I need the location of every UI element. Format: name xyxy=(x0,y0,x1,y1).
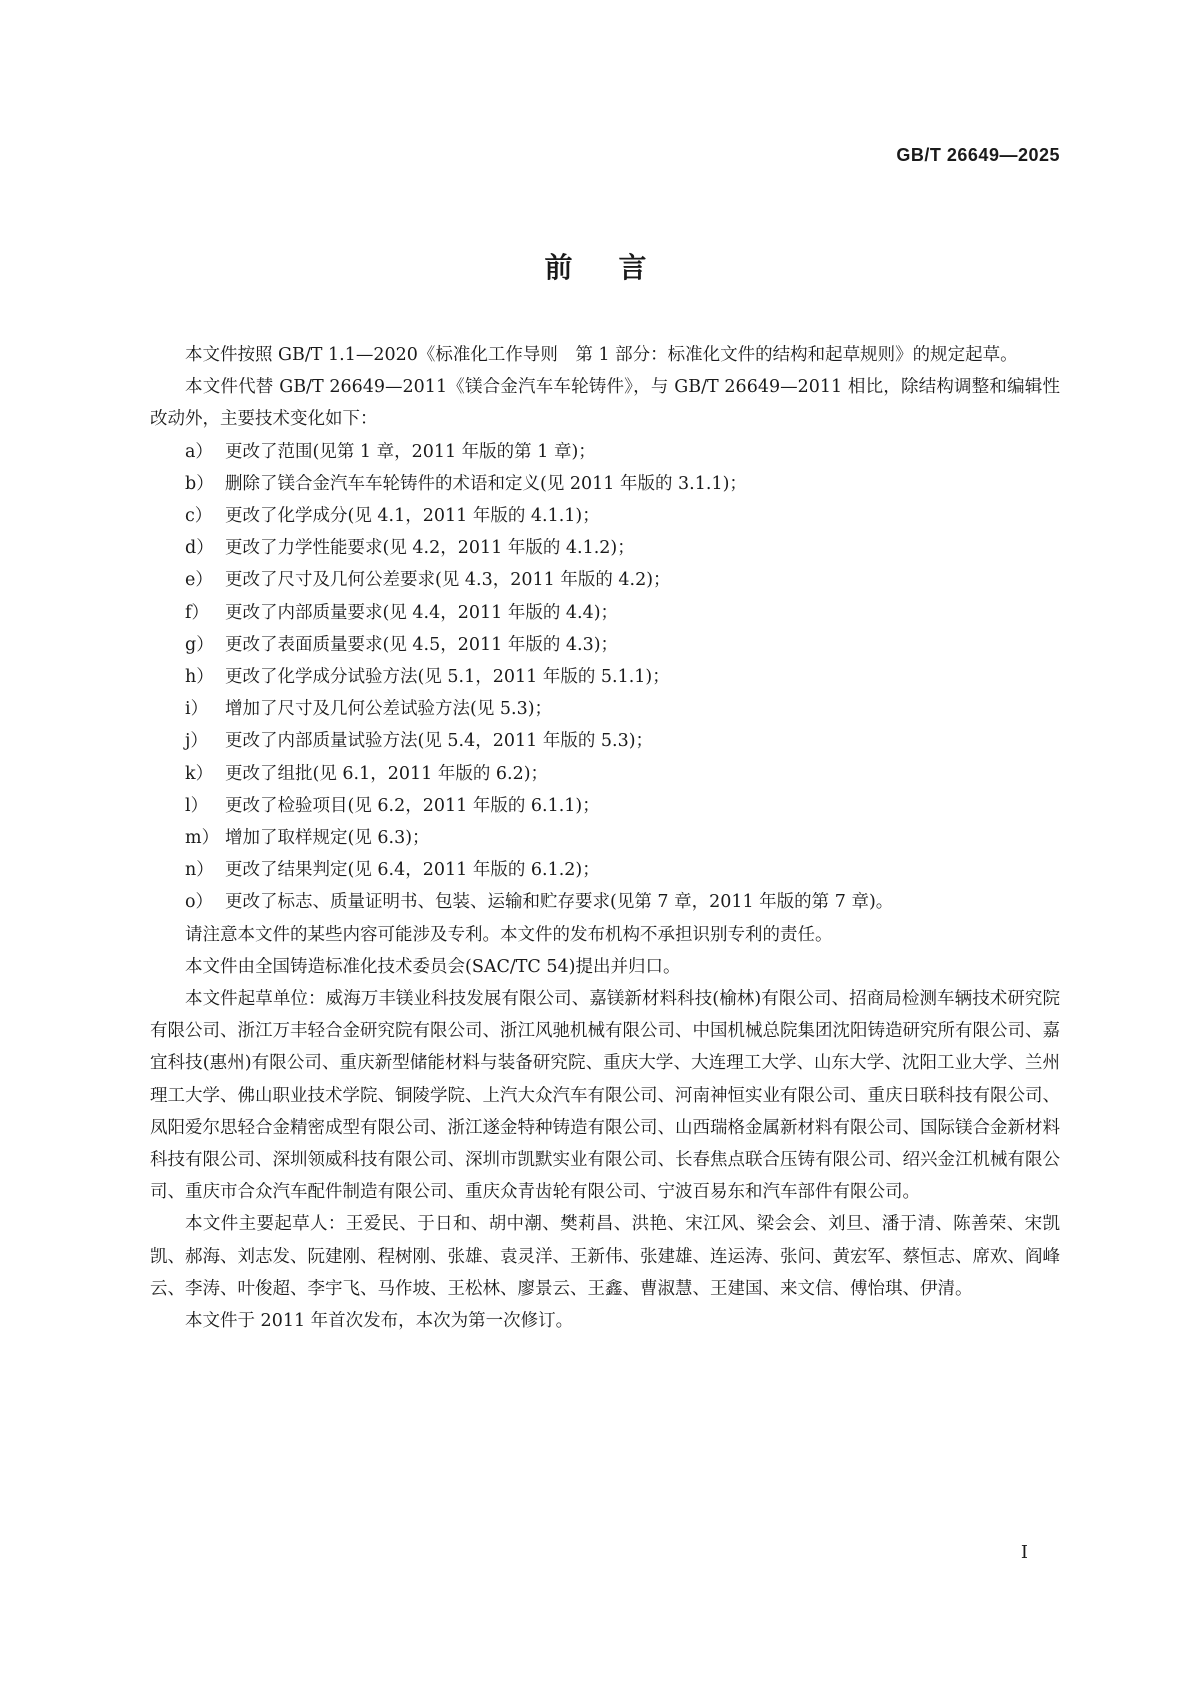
list-item-text: 更改了组批(见 6.1，2011 年版的 6.2)； xyxy=(225,763,549,784)
list-item xyxy=(150,725,1060,757)
list-item-text: 增加了尺寸及几何公差试验方法(见 5.3)； xyxy=(225,699,553,720)
list-item-mark: j） xyxy=(185,731,208,752)
list-item-text: 删除了镁合金汽车车轮铸件的术语和定义(见 2011 年版的 3.1.1)； xyxy=(225,473,747,494)
list-item xyxy=(150,693,1060,725)
list-item-mark: n） xyxy=(185,860,214,881)
list-item-text: 更改了力学性能要求(见 4.2，2011 年版的 4.1.2)； xyxy=(225,538,635,559)
list-item-mark: d） xyxy=(185,538,214,559)
list-item-mark: e） xyxy=(185,570,213,591)
list-item-text: 更改了内部质量要求(见 4.4，2011 年版的 4.4)； xyxy=(225,602,619,623)
committee-paragraph: 本文件由全国铸造标准化技术委员会(SAC/TC 54)提出并归口。 xyxy=(185,956,681,977)
list-item-mark: g） xyxy=(185,634,214,655)
list-item xyxy=(150,532,1060,564)
list-item-mark: m） xyxy=(185,828,220,849)
list-item-text: 更改了标志、质量证明书、包装、运输和贮存要求(见第 7 章，2011 年版的第 7 章)。 xyxy=(225,892,894,913)
list-item-mark: b） xyxy=(185,473,214,494)
list-item-text: 更改了检验项目(见 6.2，2011 年版的 6.1.1)； xyxy=(225,795,600,816)
list-item xyxy=(150,822,1060,854)
intro-paragraph: 本文件代替 GB/T 26649—2011《镁合金汽车车轮铸件》，与 GB/T 26649—2011 相比，除结构调整和编辑性改动外，主要技术变化如下： xyxy=(150,377,1060,430)
list-item xyxy=(150,564,1060,596)
list-item xyxy=(150,790,1060,822)
drafters: 本文件主要起草人：王爱民、于日和、胡中潮、樊莉昌、洪艳、宋江风、梁会会、刘旦、潘于清、陈善荣、宋凯凯、郝海、刘志发、阮建刚、程树刚、张雄、袁灵洋、王新伟、张建雄、连运涛、张问、黄宏军、蔡恒志、席欢、阎峰云、李涛、叶俊超、李宇飞、马作坡、王松林、廖景云、王鑫、曹淑慧、王建国、来文信、傅怡琪、伊清。 xyxy=(150,1214,1060,1299)
list-item-text: 增加了取样规定(见 6.3)； xyxy=(225,828,430,849)
list-item xyxy=(150,597,1060,629)
page-number: I xyxy=(1020,1542,1028,1563)
list-item xyxy=(150,886,1060,918)
list-item-text: 更改了化学成分(见 4.1，2011 年版的 4.1.1)； xyxy=(225,506,600,527)
list-item-text: 更改了尺寸及几何公差要求(见 4.3，2011 年版的 4.2)； xyxy=(225,570,671,591)
page-title: 前言 xyxy=(544,251,693,284)
intro-paragraph: 本文件按照 GB/T 1.1—2020《标准化工作导则 第 1 部分：标准化文件的结构和起草规则》的规定起草。 xyxy=(185,345,1018,365)
publication-history: 本文件于 2011 年首次发布，本次为第一次修订。 xyxy=(185,1311,574,1332)
list-item-text: 更改了范围(见第 1 章，2011 年版的第 1 章)； xyxy=(225,441,596,462)
list-item-mark: i） xyxy=(185,699,209,720)
list-item xyxy=(150,661,1060,693)
list-item-text: 更改了表面质量要求(见 4.5，2011 年版的 4.3)； xyxy=(225,634,619,655)
list-item xyxy=(150,758,1060,790)
list-item-text: 更改了化学成分试验方法(见 5.1，2011 年版的 5.1.1)； xyxy=(225,667,670,688)
list-item-text: 更改了结果判定(见 6.4，2011 年版的 6.1.2)； xyxy=(225,860,600,881)
list-item-mark: a） xyxy=(185,441,213,462)
patent-notice: 请注意本文件的某些内容可能涉及专利。本文件的发布机构不承担识别专利的责任。 xyxy=(185,924,833,945)
list-item-mark: c） xyxy=(185,506,213,527)
list-item-mark: f） xyxy=(185,602,209,623)
list-item xyxy=(150,468,1060,500)
list-item-mark: h） xyxy=(185,667,214,688)
changes-list xyxy=(150,436,1060,919)
list-item xyxy=(150,854,1060,886)
list-item xyxy=(150,436,1060,468)
drafting-organizations: 本文件起草单位：威海万丰镁业科技发展有限公司、嘉镁新材料科技(榆林)有限公司、招商局检测车辆技术研究院有限公司、浙江万丰轻合金研究院有限公司、浙江风驰机械有限公司、中国机械总院集团沈阳铸造研究所有限公司、嘉宜科技(惠州)有限公司、重庆新型储能材料与装备研究院、重庆大学、大连理工大学、山东大学、沈阳工业大学、兰州理工大学、佛山职业技术学院、铜陵学院、上汽大众汽车有限公司、河南神恒实业有限公司、重庆日联科技有限公司、凤阳爱尔思轻合金精密成型有限公司、浙江遂金特种铸造有限公司、山西瑞格金属新材料有限公司、国际镁合金新材料科技有限公司、深圳领威科技有限公司、深圳市凯默实业有限公司、长春焦点联合压铸有限公司、绍兴金江机械有限公司、重庆市合众汽车配件制造有限公司、重庆众青齿轮有限公司、宁波百易东和汽车部件有限公司。 xyxy=(150,989,1060,1203)
list-item-mark: o） xyxy=(185,892,214,913)
list-item xyxy=(150,629,1060,661)
list-item-text: 更改了内部质量试验方法(见 5.4，2011 年版的 5.3)； xyxy=(225,731,654,752)
list-item-mark: k） xyxy=(185,763,214,784)
list-item-mark: l） xyxy=(185,795,209,816)
list-item xyxy=(150,500,1060,532)
standard-code: GB/T 26649—2025 xyxy=(896,145,1060,165)
document-body xyxy=(150,339,1060,1337)
